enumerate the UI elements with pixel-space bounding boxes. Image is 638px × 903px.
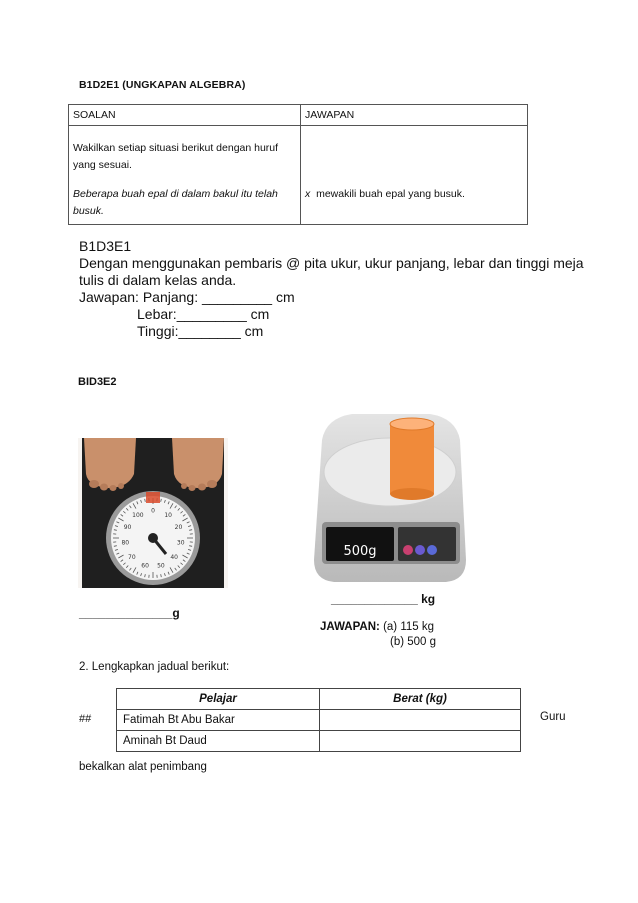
jawapan-label: JAWAPAN: (320, 621, 380, 633)
orange-cylinder (390, 418, 434, 500)
answer-variable: x (305, 188, 311, 200)
dial-label: 80 (121, 539, 130, 547)
lebar-line: Lebar:_________ cm (137, 306, 270, 322)
answer-blank-kilograms[interactable]: _____________ kg (331, 592, 436, 606)
dial-label: 10 (164, 511, 172, 519)
panjang-line: Jawapan: Panjang: _________ cm (79, 289, 295, 305)
question-line-1: Wakilkan setiap situasi berikut dengan huruf (73, 142, 279, 154)
student-name: Aminah Bt Daud (117, 731, 320, 752)
answer-blank-grams[interactable]: ______________g (79, 606, 180, 620)
task-line-2: tulis di dalam kelas anda. (79, 272, 237, 288)
button-strip (398, 527, 456, 561)
section-heading-b1d3e1: B1D3E1 (79, 238, 132, 254)
dial-label: 50 (157, 562, 165, 570)
table-row (117, 710, 521, 731)
header-soalan: SOALAN (69, 105, 301, 126)
task-line-1: Dengan menggunakan pembaris @ pita ukur, ukur panjang, lebar dan tinggi meja (79, 255, 584, 271)
jawapan-b: (b) 500 g (390, 636, 437, 648)
section-heading-b1d2e1: B1D2E1 (UNGKAPAN ALGEBRA) (79, 79, 246, 91)
header-jawapan: JAWAPAN (301, 105, 528, 126)
dial-label: 40 (170, 553, 178, 561)
answer-description: mewakili buah epal yang busuk. (316, 188, 465, 200)
dial-window (146, 492, 160, 503)
guru-note: Guru (540, 711, 566, 723)
question-line-2: yang sesuai. (73, 159, 132, 171)
weight-table-header (117, 689, 521, 710)
situation-line-2: busuk. (73, 205, 104, 217)
scale-button-2[interactable] (415, 545, 425, 555)
question-cell (69, 126, 301, 225)
dial-label: 30 (176, 539, 185, 547)
table-header-row (69, 105, 528, 126)
teacher-note: bekalkan alat penimbang (79, 761, 207, 773)
student-name: Fatimah Bt Abu Bakar (117, 710, 320, 731)
answer-text (305, 186, 523, 203)
dial-label: 60 (141, 562, 149, 570)
algebra-table (68, 104, 528, 225)
scale-button-3[interactable] (427, 545, 437, 555)
dial-label: 100 (132, 511, 144, 519)
header-berat: Berat (kg) (320, 689, 521, 710)
table-row (117, 731, 521, 752)
section-heading-bid3e2: BID3E2 (78, 376, 117, 388)
jawapan-a: (a) 115 kg (383, 621, 434, 633)
weight-table (116, 688, 521, 752)
hash-marker: ## (79, 713, 92, 725)
measurement-task (79, 238, 584, 340)
tinggi-line: Tinggi:________ cm (137, 323, 264, 339)
dial-label: 90 (123, 523, 132, 531)
table-row (69, 126, 528, 225)
header-pelajar: Pelajar (117, 689, 320, 710)
display-reading: 500g (343, 544, 377, 559)
answer-key (320, 620, 436, 650)
student-weight-input[interactable] (320, 710, 521, 731)
scale-button-1[interactable] (403, 545, 413, 555)
student-weight-input[interactable] (320, 731, 521, 752)
dial-hub (148, 533, 158, 543)
situation-line-1: Beberapa buah epal di dalam bakul itu telah (73, 188, 278, 200)
kitchen-scale-illustration (312, 410, 468, 588)
dial-label: 20 (174, 523, 183, 531)
answer-cell (301, 126, 528, 225)
dial-label: 70 (128, 553, 136, 561)
question-2: 2. Lengkapkan jadual berikut: (79, 661, 230, 673)
dial-label: 0 (151, 507, 155, 515)
bathroom-scale-illustration (78, 438, 228, 588)
